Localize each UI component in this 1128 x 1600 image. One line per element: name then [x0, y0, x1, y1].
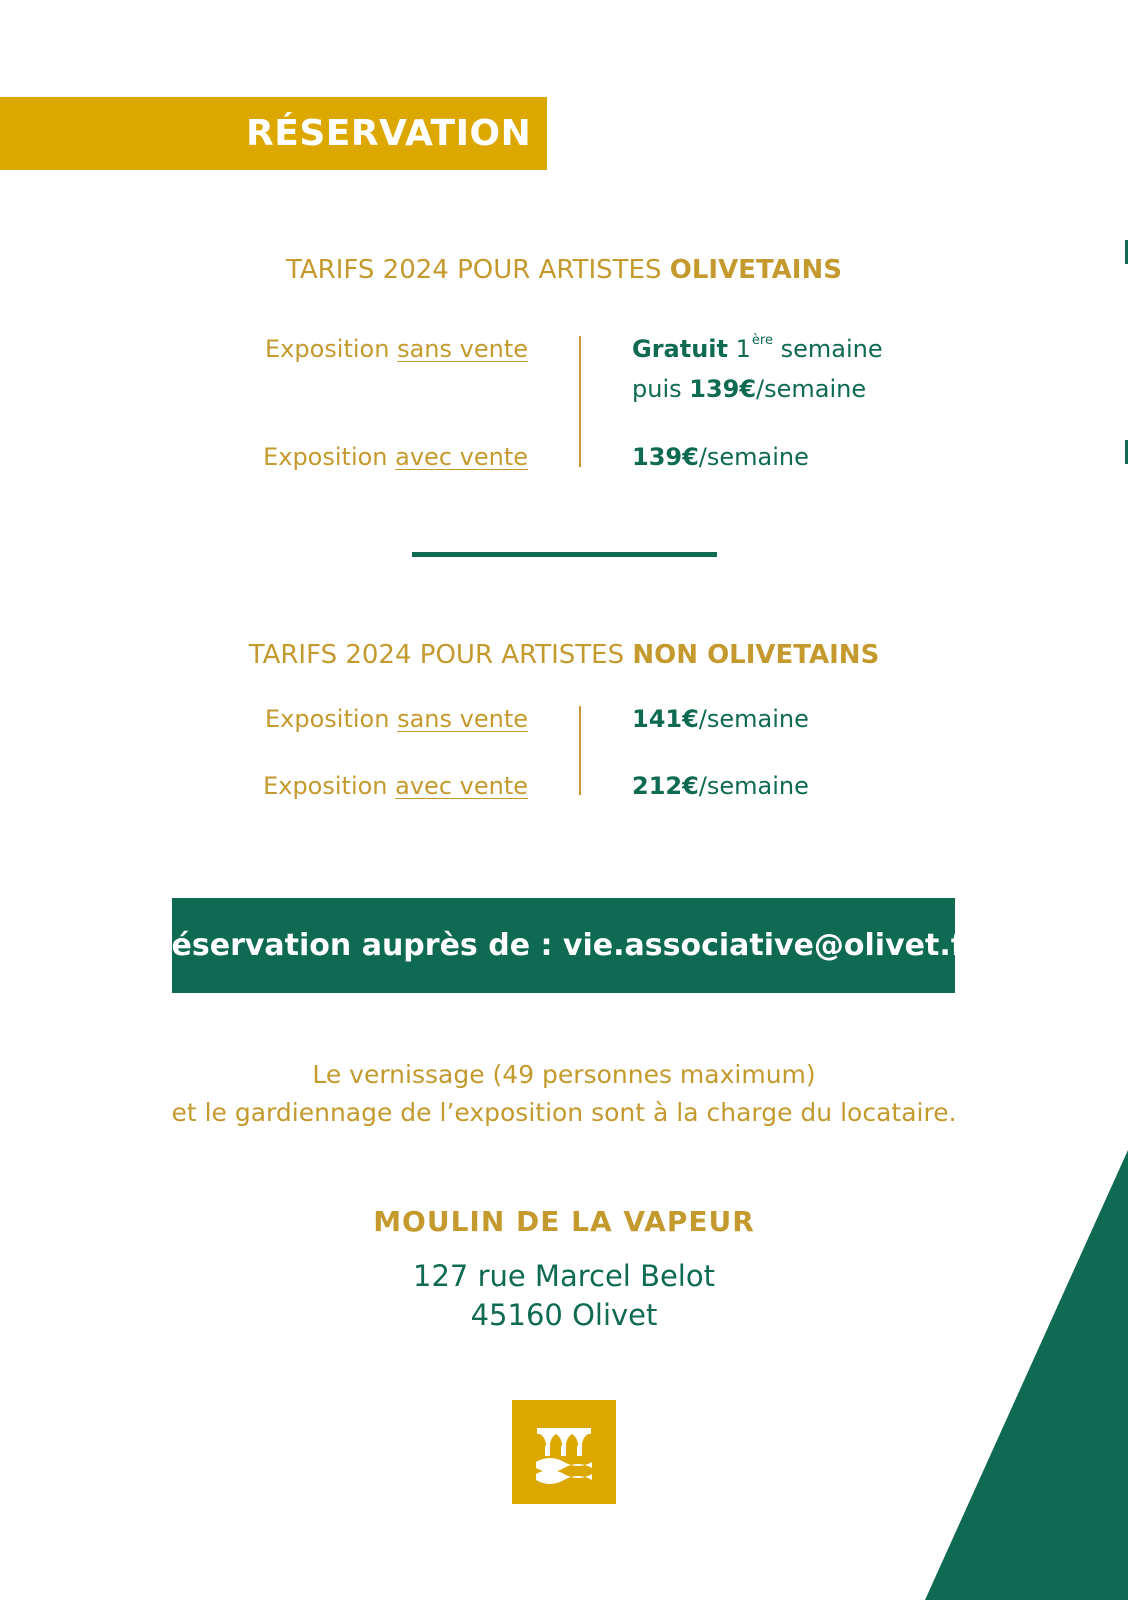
label-underlined: sans vente: [397, 705, 528, 733]
section-title-prefix: TARIFS 2024 POUR ARTISTES: [286, 255, 670, 285]
label-prefix: Exposition: [263, 772, 396, 800]
label-underlined: avec vente: [395, 772, 528, 800]
price-super-num: 1: [728, 335, 751, 363]
price-bold: 139€: [632, 443, 699, 471]
price-superscript: ère: [751, 333, 773, 348]
price-bold: 212€: [632, 772, 699, 800]
venue-name: MOULIN DE LA VAPEUR: [373, 1205, 755, 1238]
label-prefix: Exposition: [265, 335, 398, 363]
venue-city: 45160 Olivet: [470, 1298, 658, 1332]
price-prefix: puis: [632, 375, 690, 403]
contact-email-text[interactable]: Réservation auprès de : vie.associative@olivet.fr: [148, 928, 979, 963]
price-rest: semaine: [772, 335, 883, 363]
price-bold: 141€: [632, 705, 699, 733]
label-prefix: Exposition: [265, 705, 398, 733]
price-bold: Gratuit: [632, 335, 728, 363]
label-underlined: sans vente: [397, 335, 528, 363]
section-title-prefix: TARIFS 2024 POUR ARTISTES: [248, 640, 633, 670]
price-bold: 139€: [689, 375, 757, 403]
section-title-bold: NON OLIVETAINS: [632, 640, 880, 670]
page-title: RÉSERVATION: [246, 113, 532, 154]
venue-street: 127 rue Marcel Belot: [413, 1259, 715, 1293]
section-title-bold: OLIVETAINS: [669, 255, 842, 285]
price-rest: /semaine: [698, 705, 809, 733]
note-line-1: Le vernissage (49 personnes maximum): [312, 1060, 816, 1089]
price-rest: /semaine: [756, 375, 867, 403]
label-prefix: Exposition: [263, 443, 396, 471]
note-line-2: et le gardiennage de l’exposition sont à la charge du locataire.: [171, 1098, 957, 1127]
label-underlined: avec vente: [395, 443, 528, 471]
price-rest: /semaine: [698, 443, 809, 471]
price-rest: /semaine: [698, 772, 809, 800]
